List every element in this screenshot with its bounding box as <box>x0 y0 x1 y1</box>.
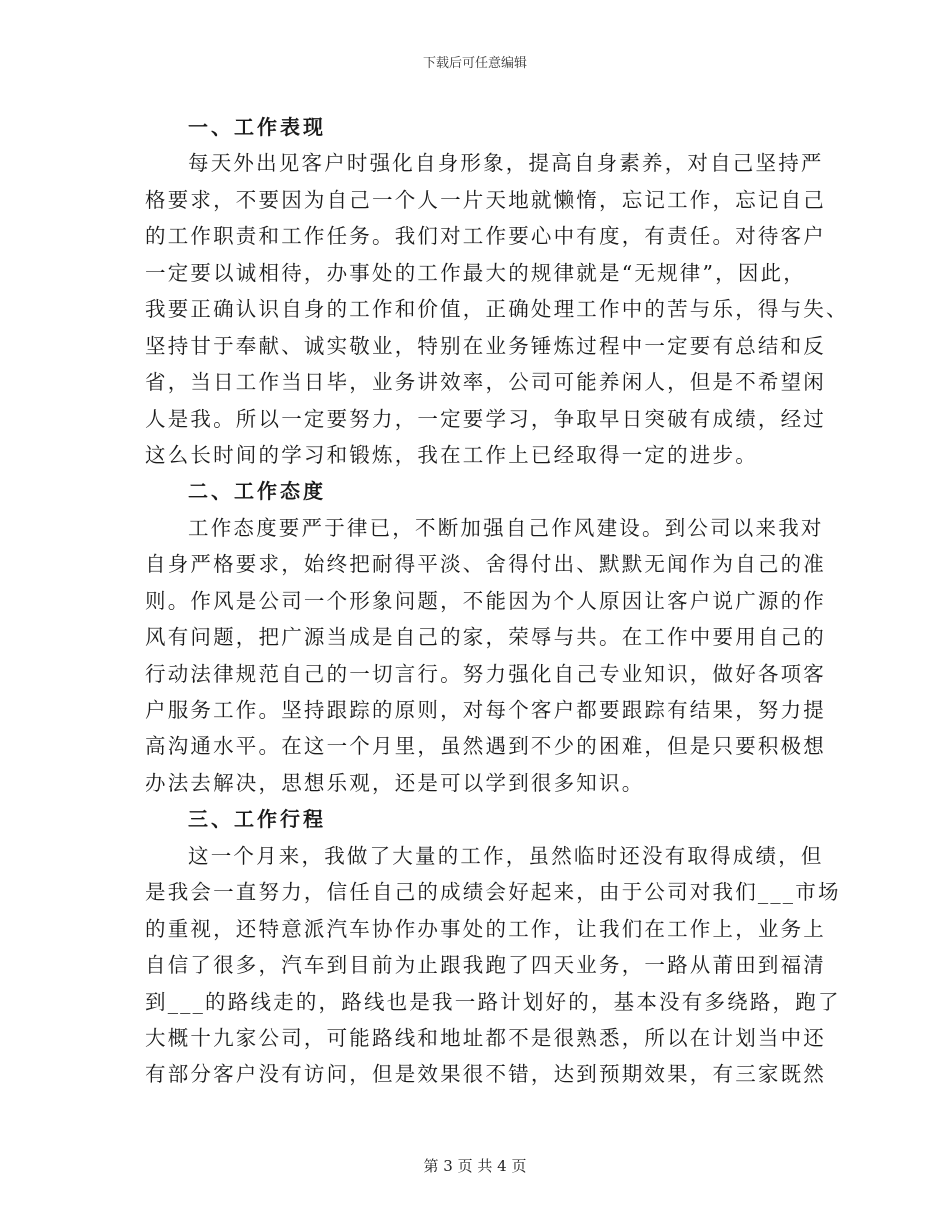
section-heading-work-performance: 一、工作表现 <box>188 115 326 139</box>
paragraph-line: 的重视，还特意派汽车协作办事处的工作，让我们在工作上，业务上 <box>145 916 826 941</box>
paragraph-line: 户服务工作。坚持跟踪的原则，对每个客户都要跟踪有结果，努力提 <box>145 698 826 722</box>
paragraph-line: 人是我。所以一定要努力，一定要学习，争取早日突破有成绩，经过 <box>145 406 826 431</box>
page-number-footer: 第 3 页 共 4 页 <box>423 1157 527 1175</box>
paragraph-line: 行动法律规范自己的一切言行。努力强化自己专业知识，做好各项客 <box>145 661 826 686</box>
document-body <box>145 109 849 1093</box>
section-heading-work-attitude: 二、工作态度 <box>188 479 326 504</box>
paragraph-line: 有部分客户没有访问，但是效果很不错，达到预期效果，有三家既然 <box>145 1062 826 1087</box>
page-header-note: 下载后可任意编辑 <box>422 56 527 71</box>
section-heading-work-itinerary: 三、工作行程 <box>188 807 326 832</box>
paragraph-line: 自信了很多，汽车到目前为止跟我跑了四天业务，一路从莆田到福清 <box>145 953 826 978</box>
paragraph-line: 格要求，不要因为自己一个人一片天地就懒惰，忘记工作，忘记自己 <box>145 187 826 212</box>
paragraph-line: 每天外出见客户时强化自身形象，提高自身素养，对自己坚持严 <box>188 151 824 176</box>
paragraph-line: 的工作职责和工作任务。我们对工作要心中有度，有责任。对待客户 <box>145 224 826 249</box>
paragraph-line: 这一个月来，我做了大量的工作，虽然临时还没有取得成绩，但 <box>188 843 824 868</box>
paragraph-line: 省，当日工作当日毕，业务讲效率，公司可能养闲人，但是不希望闲 <box>145 370 826 395</box>
paragraph-line: 我要正确认识自身的工作和价值，正确处理工作中的苦与乐，得与失、 <box>145 297 849 322</box>
paragraph-line: 自身严格要求，始终把耐得平淡、舍得付出、默默无闻作为自己的准 <box>145 552 826 577</box>
paragraph-line: 一定要以诚相待，办事处的工作最大的规律就是“无规律”，因此， <box>145 260 806 285</box>
paragraph-line: 办法去解决，思想乐观，还是可以学到很多知识。 <box>145 770 645 795</box>
paragraph-line: 高沟通水平。在这一个月里，虽然遇到不少的困难，但是只要积极想 <box>145 734 826 759</box>
paragraph-line: 坚持甘于奉献、诚实敬业，特别在业务锤炼过程中一定要有总结和反 <box>145 333 826 358</box>
paragraph-line: 是我会一直努力，信任自己的成绩会好起来，由于公司对我们___市场 <box>145 880 841 905</box>
paragraph-line: 到___的路线走的，路线也是我一路计划好的，基本没有多绕路，跑了 <box>145 989 841 1014</box>
paragraph-line: 风有问题，把广源当成是自己的家，荣辱与共。在工作中要用自己的 <box>145 625 826 650</box>
paragraph-line: 这么长时间的学习和锻炼，我在工作上已经取得一定的进步。 <box>145 442 758 467</box>
paragraph-line: 则。作风是公司一个形象问题，不能因为个人原因让客户说广源的作 <box>145 588 826 613</box>
paragraph-line: 大概十九家公司，可能路线和地址都不是很熟悉，所以在计划当中还 <box>145 1025 826 1050</box>
paragraph-line: 工作态度要严于律已，不断加强自己作风建设。到公司以来我对 <box>188 515 824 540</box>
